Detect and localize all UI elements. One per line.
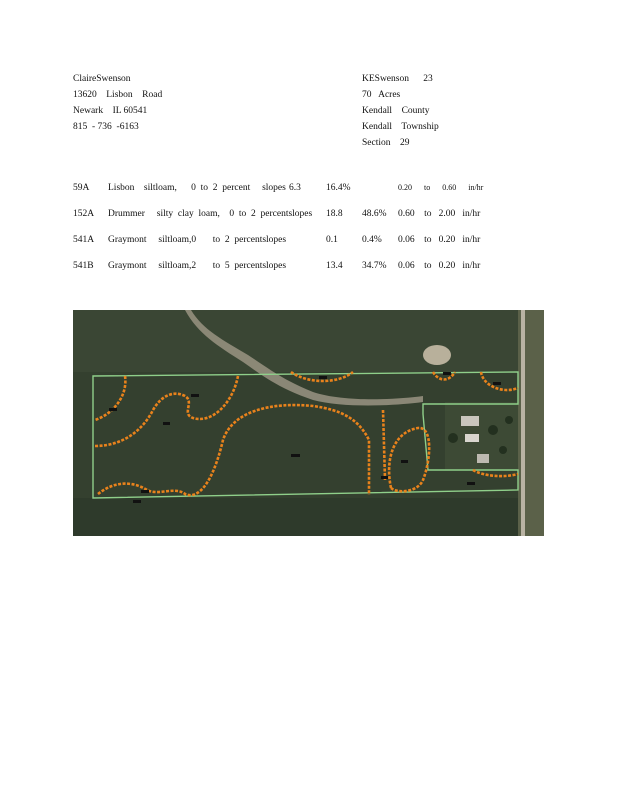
soil-code: 152A <box>73 209 95 219</box>
soil-acres: 18.8 <box>326 209 343 219</box>
aerial-soil-map <box>73 310 544 536</box>
soil-permeability: 0.06 to 0.20 in/hr <box>398 235 481 245</box>
soil-code: 541A <box>73 235 95 245</box>
owner-phone: 815 - 736 -6163 <box>73 122 139 132</box>
owner-name: ClaireSwenson <box>73 74 131 84</box>
soil-row <box>0 260 618 272</box>
soil-acres: 6.3 <box>289 183 301 193</box>
parcel-township: Kendall Township <box>362 122 439 132</box>
bare-soil-patch <box>423 345 451 365</box>
parcel-owner-id: KESwenson 23 <box>362 74 433 84</box>
soil-acres: 13.4 <box>326 261 343 271</box>
soil-row <box>0 208 618 220</box>
soil-acres: 0.1 <box>326 235 338 245</box>
parcel-section: Section 29 <box>362 138 410 148</box>
soil-percent: 0.4% <box>362 235 382 245</box>
owner-city: Newark IL 60541 <box>73 106 148 116</box>
parcel-county: Kendall County <box>362 106 430 116</box>
owner-street: 13620 Lisbon Road <box>73 90 163 100</box>
soil-code: 541B <box>73 261 94 271</box>
soil-permeability: 0.20 to 0.60 in/hr <box>398 183 484 192</box>
building <box>477 454 489 463</box>
soil-permeability: 0.06 to 0.20 in/hr <box>398 261 481 271</box>
building <box>465 434 479 442</box>
soil-description: Drummer silty clay loam, 0 to 2 percentslopes <box>108 209 313 219</box>
soil-row <box>0 182 618 194</box>
soil-description: Graymont siltloam,2 to 5 percentslopes <box>108 261 287 271</box>
tree <box>505 416 513 424</box>
soil-description: Graymont siltloam,0 to 2 percentslopes <box>108 235 287 245</box>
soil-percent: 34.7% <box>362 261 387 271</box>
soil-percent: 48.6% <box>362 209 387 219</box>
soil-code: 59A <box>73 183 90 193</box>
tree <box>499 446 507 454</box>
soil-percent: 16.4% <box>326 183 351 193</box>
tree <box>488 425 498 435</box>
soil-row <box>0 234 618 246</box>
soil-permeability: 0.60 to 2.00 in/hr <box>398 209 481 219</box>
soil-description: Lisbon siltloam, 0 to 2 percent slopes <box>108 183 286 193</box>
aerial-photo-drawing <box>73 310 544 536</box>
south-field <box>73 498 544 536</box>
tree <box>448 433 458 443</box>
parcel-acres: 70 Acres <box>362 90 401 100</box>
building <box>461 416 479 426</box>
road <box>521 310 525 536</box>
north-field <box>73 310 544 372</box>
